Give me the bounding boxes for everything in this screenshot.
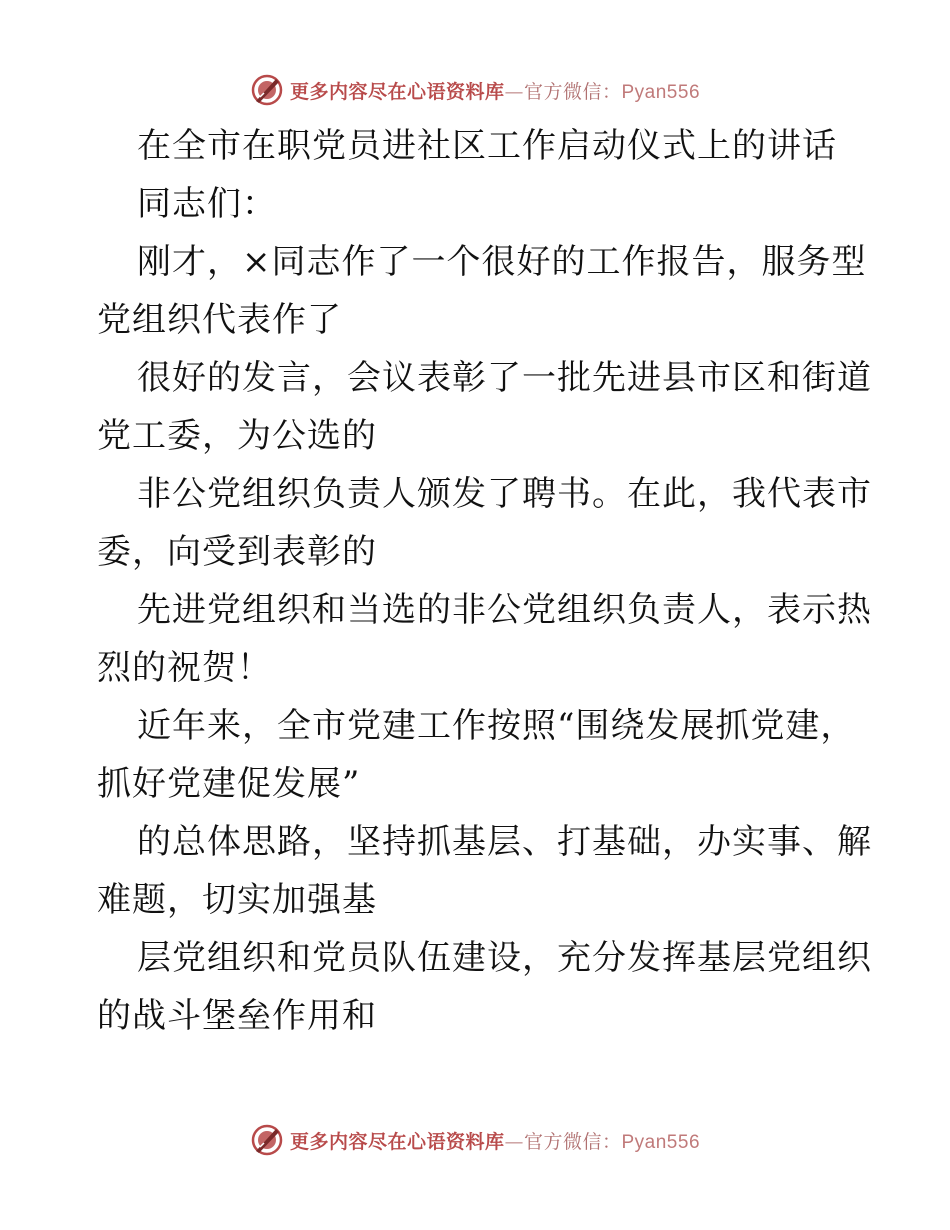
text-line: 的战斗堡垒作用和: [97, 996, 377, 1036]
text-line: 抓好党建促发展”: [97, 764, 361, 804]
text-line: 先进党组织和当选的非公党组织负责人，表示热: [137, 590, 872, 630]
text-line: 同志们：: [137, 184, 277, 224]
text-line: 非公党组织负责人颁发了聘书。在此，我代表市: [137, 474, 872, 514]
text-line: 刚才，×同志作了一个很好的工作报告，服务型: [137, 242, 867, 282]
text-line: 党工委，为公选的: [97, 416, 377, 456]
banner-main: 更多内容尽在心语资料库: [289, 80, 505, 103]
banner-wechat-id: Pyan556: [621, 1131, 701, 1153]
banner-wechat-id: Pyan556: [621, 81, 701, 103]
text-line: 烈的祝贺！: [97, 648, 272, 688]
text-line: 很好的发言，会议表彰了一批先进县市区和街道: [137, 358, 872, 398]
banner-separator: —: [504, 1130, 524, 1153]
text-line: 党组织代表作了: [97, 300, 342, 340]
text-line: 层党组织和党员队伍建设，充分发挥基层党组织: [137, 938, 872, 978]
document-body: [97, 117, 872, 1045]
quill-seal-icon: [250, 73, 284, 107]
text-line: 近年来，全市党建工作按照“围绕发展抓党建，: [137, 706, 856, 746]
text-line: 难题，切实加强基: [97, 880, 377, 920]
banner-main: 更多内容尽在心语资料库: [289, 1130, 505, 1153]
banner-wechat-label: 官方微信：: [523, 80, 622, 103]
quill-seal-icon: [250, 1123, 284, 1157]
footer-banner: [0, 1122, 950, 1158]
banner-text: [290, 1127, 700, 1154]
header-banner: [0, 72, 950, 108]
banner-separator: —: [504, 80, 524, 103]
banner-text: [290, 77, 700, 104]
document-title: 在全市在职党员进社区工作启动仪式上的讲话: [137, 126, 837, 166]
banner-wechat-label: 官方微信：: [523, 1130, 622, 1153]
text-line: 委，向受到表彰的: [97, 532, 377, 572]
text-line: 的总体思路，坚持抓基层、打基础，办实事、解: [137, 822, 872, 862]
